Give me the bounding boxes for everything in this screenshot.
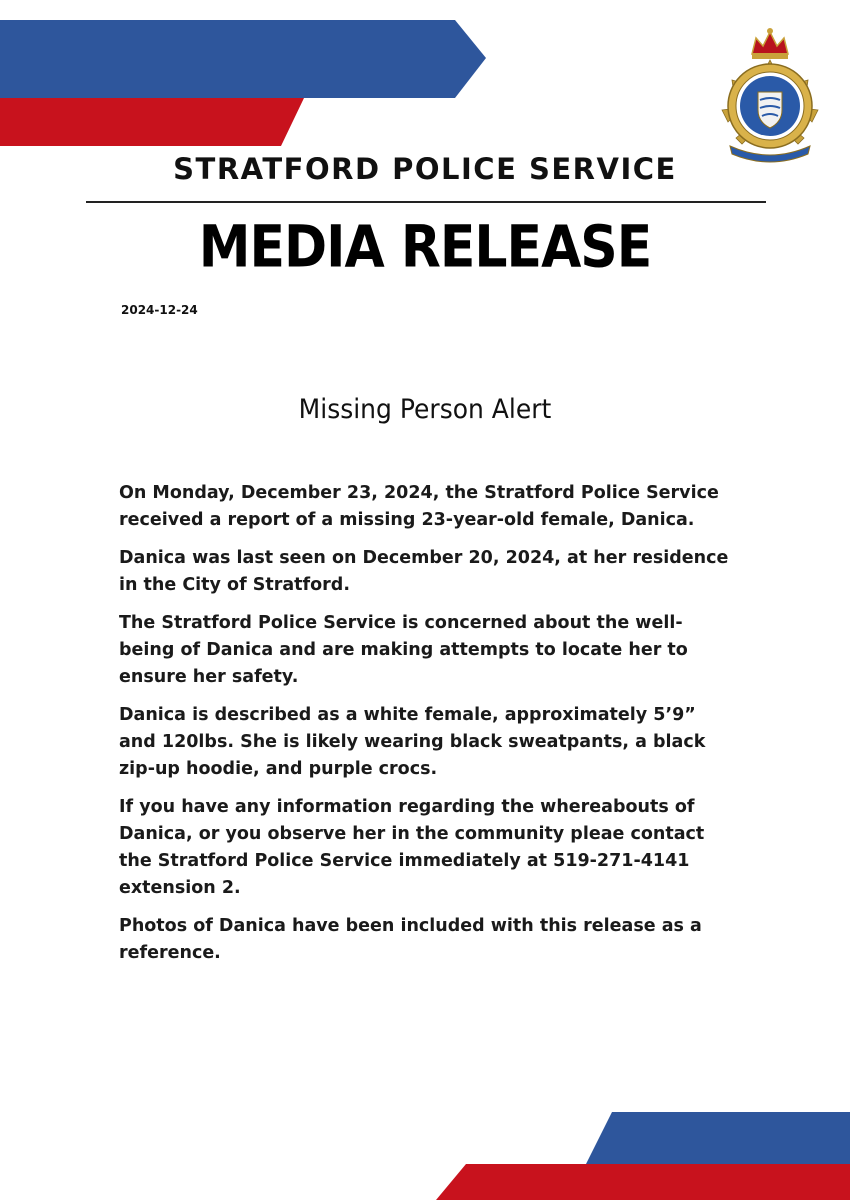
bottom-red-band bbox=[436, 1164, 850, 1200]
body-paragraph: On Monday, December 23, 2024, the Stratford Police Service received a report of a missing 23-year-old female, Danica. bbox=[119, 483, 719, 530]
release-date: 2024-12-24 bbox=[121, 303, 198, 317]
organization-title: STRATFORD POLICE SERVICE bbox=[173, 152, 677, 186]
title-divider bbox=[86, 201, 766, 203]
body-paragraph: The Stratford Police Service is concerned about the well-being of Danica and are making attempts to locate her to ensure her safety. bbox=[119, 613, 688, 687]
release-body bbox=[119, 480, 734, 978]
body-paragraph: Danica is described as a white female, approximately 5’9” and 120lbs. She is likely wearing black sweatpants, a black zip-up hoodie, and purple crocs. bbox=[119, 705, 706, 779]
body-paragraph: If you have any information regarding the whereabouts of Danica, or you observe her in the community pleae contact the Stratford Police Service immediately at 519-271-4141 extension 2. bbox=[119, 797, 705, 898]
top-blue-band bbox=[0, 20, 486, 98]
page-headline: Missing Person Alert bbox=[298, 393, 552, 425]
body-paragraph: Danica was last seen on December 20, 2024, at her residence in the City of Stratford. bbox=[119, 548, 729, 595]
body-paragraph: Photos of Danica have been included with this release as a reference. bbox=[119, 916, 702, 963]
top-red-band bbox=[0, 98, 304, 146]
police-crest-icon bbox=[712, 24, 828, 166]
release-title: MEDIA RELEASE bbox=[198, 214, 652, 282]
bottom-blue-band bbox=[586, 1112, 850, 1164]
